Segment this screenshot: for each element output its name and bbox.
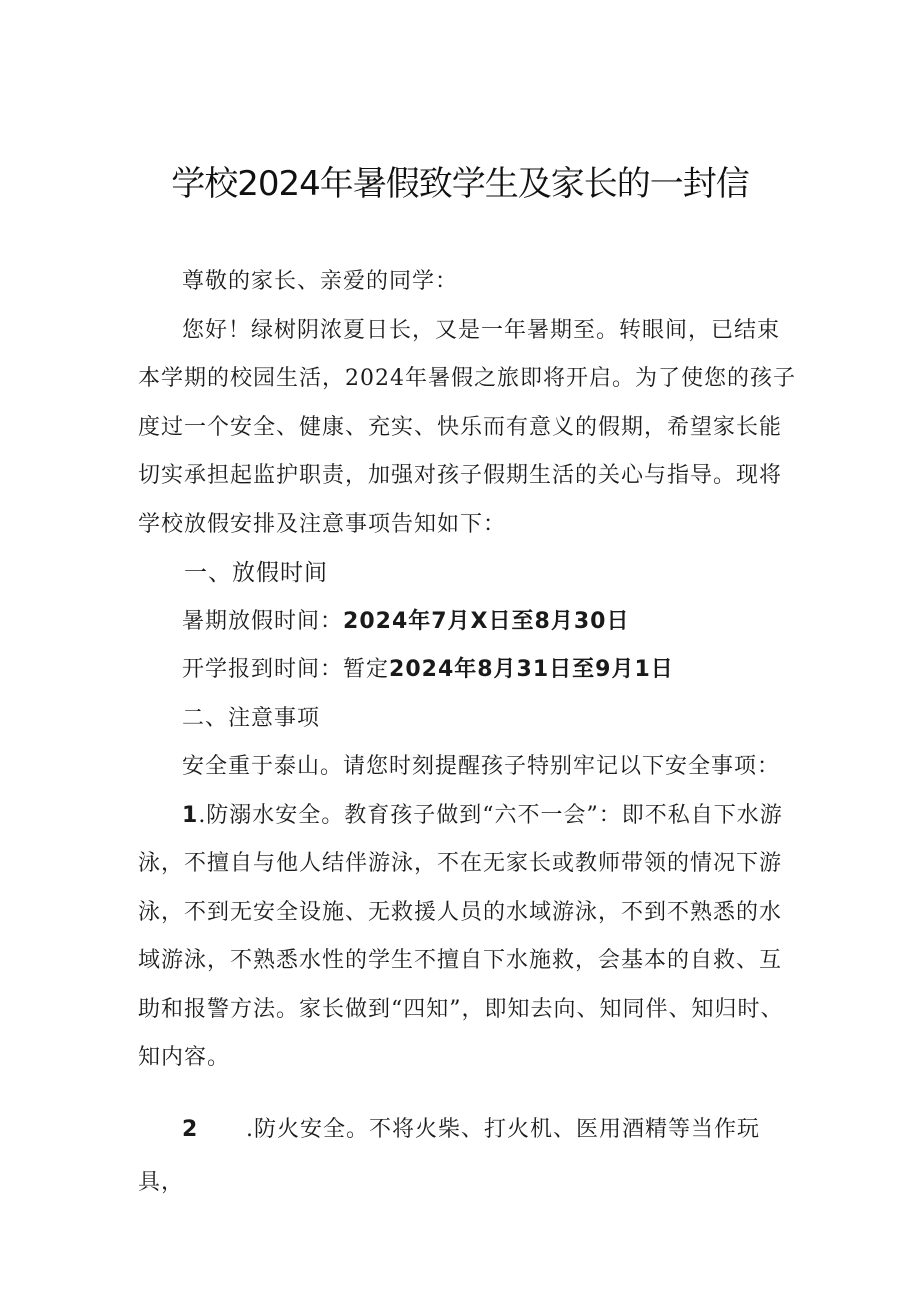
- safety-lead: 安全重于泰山。请您时刻提醒孩子特别牢记以下安全事项：: [182, 754, 781, 779]
- return-time-label: 开学报到时间：暂定: [182, 657, 390, 682]
- item-text: .防火安全。不将火柴、打火机、医用酒精等当作玩: [246, 1116, 760, 1142]
- page-title: 学校2024年暑假致学生及家长的一封信: [171, 164, 749, 204]
- spacer: [138, 1083, 798, 1105]
- item-number: 1: [182, 802, 199, 828]
- list-item: [138, 1105, 798, 1155]
- section-heading-notices: 二、注意事项: [182, 705, 321, 731]
- vacation-time-label: 暑期放假时间：: [182, 608, 344, 634]
- section-heading-schedule: 一、放假时间: [184, 560, 328, 586]
- vacation-time-value: 2024年7月X日至8月30日: [343, 608, 630, 634]
- intro-paragraph: 您好！绿树阴浓夏日长，又是一年暑期至。转眼间，已结束本学期的校园生活，2024年暑假之旅即将开启。为了使您的孩子度过一个安全、健康、充实、快乐而有意义的假期，希望家长能切实承担起监护职责，加强对孩子假期生活的关心与指导。现将学校放假安排及注意事项告知如下：: [138, 317, 796, 537]
- return-time-line: [138, 646, 798, 695]
- return-time-value: 2024年8月31日至9月1日: [389, 657, 674, 682]
- item-text-continued: 具，: [138, 1169, 185, 1195]
- item-number: 2: [182, 1116, 199, 1142]
- item-text: .防溺水安全。教育孩子做到“六不一会”：即不私自下水游泳，不擅自与他人结伴游泳，不在无家长或教师带领的情况下游泳，不到无安全设施、无救援人员的水域游泳，不到不熟悉的水域游泳，不熟悉水性的学生不擅自下水施救，会基本的自救、互助和报警方法。家长做到“四知”，即知去向、知同伴、知归时、知内容。: [138, 802, 784, 1070]
- letter-body: [138, 258, 798, 1207]
- salutation: 尊敬的家长、亲爱的同学：: [182, 269, 459, 294]
- vacation-time-line: [138, 598, 798, 647]
- list-item: [138, 792, 798, 1083]
